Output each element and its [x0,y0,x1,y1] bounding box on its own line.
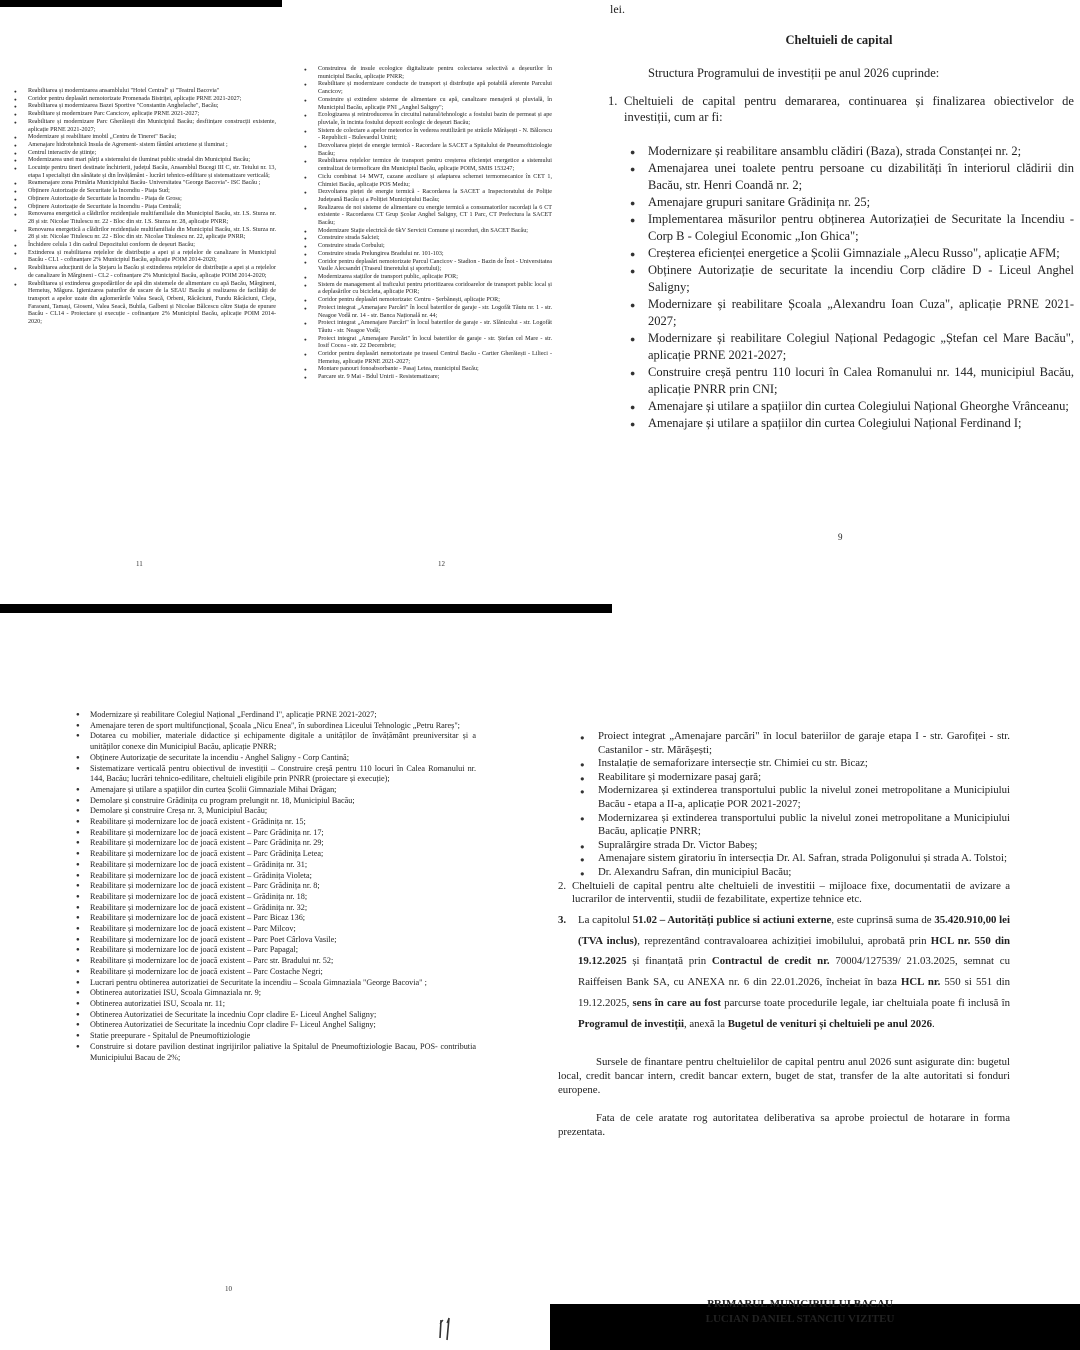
list-item: ● Amenajare și utilare a spațiilor din curtea Școlii Gimnaziale Mihai Drăgan; [76,785,476,796]
list-item: ● Amenajare și utilare a spațiilor din curtea Colegiului Național Gheorghe Vrânceanu; [622,398,1074,415]
list-item: ● Proiect integrat „Amenajare Parcări" în locul bateriilor de garaje - str. Slănicului - str. Logofăt Tăutu - str. Neagoe Vodă; [304,320,552,335]
list-item: ● Reabilitarea și modernizarea ansamblului "Hotel Central" și "Teatrul Bacovia" [14,88,276,96]
separator-bar-bottom [550,1304,1080,1350]
list-item: ● Modernizare și reabilitare Colegiul Național Pedagogic „Ștefan cel Mare Bacău", aplicație PRNE 2021-2027; [622,330,1074,364]
list-item: ● Montare panouri fonoabsorbante - Pasaj Letea, municipiul Bacău; [304,366,552,374]
list-item: ● Reabilitarea și modernizarea Bazei Sportive "Constantin Anghelache", Bacău; [14,103,276,111]
page-11-bullet-list [14,88,276,327]
page-title: Cheltuieli de capital [785,33,893,47]
numbered-item-3 [558,910,1010,1035]
separator-bar-top [0,0,282,7]
list-item: ● Reabilitare și modernizare loc de joacă existent – Grădinița nr. 32; [76,903,476,914]
list-item: ● Amenajare și utilare a spațiilor din curtea Colegiului Național Ferdinand I; [622,415,1074,432]
page-9-bullet-list [622,143,1074,432]
list-item: ● Modernizare și reabilitare ansamblu clădiri (Baza), strada Constanței nr. 2; [622,143,1074,160]
list-item: ● Modernizare și reabilitare Colegiul Național „Ferdinand I", aplicație PRNE 2021-2027; [76,710,476,721]
list-item: ● Dotarea cu mobilier, materiale didactice și echipamente digitale a unităților de învățământ preuniversitar și a unităților conexe din Municipiul Bacău, aplicație PNRR; [76,731,476,752]
signature-name: LUCIAN DANIEL STANCIU VIZITEU [705,1313,895,1325]
hcl-reference: HCL nr. 550 din 19.12.2025 [578,934,1010,968]
item-number: 2. [558,879,567,892]
list-item: ● Instalație de semaforizare intersecție str. Chimiei cu str. Bicaz; [572,757,1010,771]
text-run: 70004/127539/ 21.03.2025, semnat cu Raiffeisen Bank SA, cu ANEXA nr. 6 din 22.01.2026, încheiat în baza [578,955,1010,989]
list-item: ● Ciclu combinat 14 MWT, cazane auxiliare și adaptarea schemei termomecanice în CET 1, Chimiei Bacău, aplicație POS Mediu; [304,174,552,189]
list-item: ● Construire strada Prelungirea Bradului nr. 101-103; [304,251,552,259]
page-11-top-left [14,88,276,327]
program-reference: Programul de investiții [578,1017,684,1030]
list-item: ● Construire si dotare pavilion destinat ingrijirilor paliative la Spitalul de Pneumoftiziologie Bacau, POS- contributia Municipiului Bacau de 2%; [76,1042,476,1063]
list-item: ● Coridor pentru deplasări nemotorizate pe traseul Centrul Bacău - Cartier Gherăiești - Lilieci - Hemeiuș, aplicație PRNE 2021-2027; [304,351,552,366]
signature-title: PRIMARUL MUNICIPIULUI BACAU [707,1298,893,1310]
page-11-bottom-right [558,730,1010,1139]
list-item: ● Reabilitarea aducțiunii de la Ștejaru la Bacău și extinderea rețelelor de distribuție a apei și a rețelelor de canalizare în Mărgineni - CL2 - cofinanțare 2% Municipiul Bacău, aplicație POIM 2014-2020; [14,265,276,280]
list-item: ● Reabilitare și modernizare loc de joacă existent – Parc str. Bradului nr. 52; [76,956,476,967]
list-item: ● Coridor pentru deplasări nemotorizate: Centru - Șerbănești, aplicație POR; [304,297,552,305]
numbered-item-2 [558,880,1010,907]
list-item: ● Proiect integrat „Amenajare Parcări" în locul bateriilor de garaje - str. Logofăt Tăutu nr. 1 - str. Neagoe Vodă nr. 14 - str. Banca Națională nr. 44; [304,305,552,320]
list-item: ● Statie preepurare - Spitalul de Pneumoftiziologie [76,1031,476,1042]
list-item: ● Reabilitare și modernizare loc de joacă existent – Parc Grădinița Letea; [76,849,476,860]
page-number: 12 [438,560,445,568]
text-run: , este cuprinsă suma de [831,913,935,926]
list-item: ● Amenajare sistem giratoriu în intersecția Dr. Al. Safran, strada Poligonului și strada A. Tolstoi; [572,852,1010,866]
amount: 35.420.910,00 lei (TVA inclus) [578,913,1010,947]
list-item: ● Obtinerea Autorizatiei de Securitate la incedniu Copr cladire E- Liceul Anghel Saligny; [76,1010,476,1021]
list-item: ● Locuințe pentru tineri destinate închirierii, județul Bacău, Ansamblul Bucegi III C, str. Teiului nr. 13, etapa I specialiști din sănătate și din învățământ - lucrări tehnico-edilitare și sistematizare verticală; [14,165,276,180]
list-item: ● Dezvoltarea pieței de energie termică - Racordare la SACET a Spitalului de Pneumoftiziologie Bacău; [304,143,552,158]
page-10-bottom-left [76,710,476,1063]
list-item: ● Obținere Autorizație de securitate la incendiu - Anghel Saligny - Corp Cantină; [76,753,476,764]
list-item: ● Obtinerea autorizatiei ISU, Scoala nr. 11; [76,999,476,1010]
list-item: ● Renovarea energetică a clădirilor rezidențiale multifamiliale din Municipiul Bacău, str. I.S. Sturza nr. 28 și str. Nicolae Titulescu nr. 22 - Bloc din str. Nicolae Titulescu nr. 22, aplicație PNRR; [14,227,276,242]
list-item: ● Reabilitare și modernizare loc de joacă existent – Grădinița Violeta; [76,871,476,882]
list-item: ● Construire creșă pentru 110 locuri în Calea Romanului nr. 144, municipiul Bacău, aplicație PNRR prin CNI; [622,364,1074,398]
list-item: ● Amenajare teren de sport multifuncțional, Școala „Nicu Enea", în subordinea Liceului Tehnologic „Petru Rareș"; [76,721,476,732]
item-text [578,910,1010,1035]
list-item: ● Coridor pentru deplasări nemotorizate Parcul Cancicov - Stadion - Bazin de Înot - Universitatea Vasile Alecsandri (Traseul tineretului și sportului); [304,259,552,274]
list-item: ● Reabilitare și modernizare loc de joacă existent – Parc Grădinița nr. 17; [76,828,476,839]
item-text: Cheltuieli de capital pentru alte cheltuieli de investitii – mijloace fixe, documentatii de avizare a lucrarilor de interventii, studii de fezabilitate, expertize tehnice etc. [572,879,1010,906]
list-item: ● Implementarea măsurilor pentru obținerea Autorizației de Securitate la Incendiu - Corp B - Colegiul Economic „Ion Ghica"; [622,211,1074,245]
list-item: ● Extinderea și reabilitarea rețelelor de distribuție a apei și a rețelelor de canalizare în Municipiul Bacău - CL1 - cofinanțare 2% Municipiul Bacău, aplicație POIM 2014-2020; [14,250,276,265]
list-item: ● Construire și extindere sisteme de alimentare cu apă, canalizare menajeră și pluvială, în Municipiul Bacău, aplicație PNI „Anghel Saligny"; [304,97,552,112]
list-item: ● Demolare și construire Creșa nr. 3, Municipiul Bacău; [76,806,476,817]
list-item: ● Obținere Autorizație de Securitate la Incendiu - Piața de Gross; [14,196,276,204]
list-item: ● Reabilitare și modernizare loc de joacă existent – Parc Grădinița nr. 29; [76,838,476,849]
text-run: parcurse toate procedurile legale, iar cheltuiala poate fi inclusă în [721,996,1010,1009]
text-run: . [932,1017,935,1030]
list-item: ● Reamenajare zona Primăria Municipiului Bacău- Universitatea "George Bacovia"- ISC Bacău ; [14,180,276,188]
contract-reference: Contractul de credit nr. [711,955,830,968]
list-item: ● Închidere celula 1 din cadrul Depozitului conform de deșeuri Bacău; [14,242,276,250]
text-run: La capitolul [578,913,633,926]
page-11-bullet-list [572,730,1010,880]
list-item: ● Lucrari pentru obtinerea autorizatiei de Securitate la incendiu – Scoala Gimnaziala "George Bacovia" ; [76,978,476,989]
list-item: ● Supralărgire strada Dr. Victor Babeș; [572,839,1010,853]
list-item: ● Reabilitare și modernizare loc de joacă existent – Parc Costache Negri; [76,967,476,978]
list-item: ● Reabilitare și modernizare conducte de transport și distribuție apă potabilă aferente Parcului Cancicov; [304,81,552,96]
list-item: ● Proiect integrat „Amenajare Parcări" în locul bateriilor de garaje - str. Ștefan cel Mare - str. Iosif Cocea - str. 22 Decembrie; [304,336,552,351]
page-10-bullet-list [76,710,476,1063]
item-number: 3. [558,913,567,926]
list-item: ● Modernizarea și extinderea transportului public la nivelul zonei metropolitane a Municipiului Bacău - etapa a II-a, aplicație POR 2021-2027; [572,784,1010,811]
chapter-code: 51.02 – Autorități publice si actiuni externe [632,913,832,926]
page-12-top-middle [304,66,552,382]
list-item: ● Reabilitare și modernizare loc de joacă existent – Parc Grădinița nr. 8; [76,881,476,892]
list-item: ● Proiect integrat „Amenajare parcări" în locul bateriilor de garaje etapa I - str. Garofiței - str. Castanilor - str. Mărășești; [572,730,1010,757]
budget-reference: Bugetul de venituri și cheltuieli pe anul 2026 [727,1017,932,1030]
item-text: Cheltuieli de capital pentru demararea, continuarea și finalizarea obiectivelor de investiții, cum ar fi: [624,94,1074,124]
list-item: ● Modernizare și reabilitare Școala „Alexandru Ioan Cuza", aplicație PRNE 2021-2027; [622,296,1074,330]
list-item: ● Reabilitare și modernizare loc de joacă existent – Grădinița nr. 31; [76,860,476,871]
list-item: ● Sistematizare verticală pentru obiectivul de investiții – Construire creșă pentru 110 locuri în Calea Romanului nr. 144, Bacău; lucrări tehnico-edilitare, cheltuieli eligibile prin PNRR (proiectare și execuție); [76,764,476,785]
emphasis: sens în care au fost [632,996,722,1009]
list-item: ● Dezvoltarea pieței de energie termică - Racordarea la SACET a Inspectoratului de Poliție Județeană Bacău și a Poliției Municipiului Bacău; [304,189,552,204]
page-12-bullet-list [304,66,552,382]
handwritten-mark-icon [437,1316,455,1342]
closing-paragraph: Fata de cele aratate rog autoritatea deliberativa sa aprobe proiectul de hotarare in forma prezentata. [558,1111,1010,1138]
page-number: 11 [136,560,143,568]
text-run: și finanțată prin [626,955,712,968]
list-item: ● Creșterea eficienței energetice a Școlii Gimnaziale „Alecu Russo", aplicație AFM; [622,245,1074,262]
list-item: ● Dr. Alexandru Safran, din municipiul Bacău; [572,866,1010,880]
list-item: ● Renovarea energetică a clădirilor rezidențiale multifamiliale din Municipiul Bacău, str. I.S. Sturza nr. 28 și str. Nicolae Titulescu nr. 22 - Bloc din str. I.S. Sturza nr. 28, aplicație PNRR; [14,211,276,226]
item-number: 1. [608,94,618,108]
text-run: , anexă la [683,1017,728,1030]
list-item: ● Obținere Autorizație de securitate la incendiu Corp clădire D - Liceul Anghel Saligny; [622,262,1074,296]
list-item: ● Parcare str. 9 Mai - Bdul Unirii - Resistematizare; [304,374,552,382]
list-item: ● Amenajarea unei toalete pentru persoane cu dizabilități în interiorul clădirii din Bacău, str. Henri Coandă nr. 2; [622,160,1074,194]
page-number: 9 [838,532,843,542]
list-item: ● Modernizarea și extinderea transportului public la nivelul zonei metropolitane a Municipiului Bacău, aplicație PNRR; [572,812,1010,839]
list-item: ● Reabilitare și modernizare Parc Gherăiești din Municipiul Bacău; desființare construcții existente, aplicație PRNE 2021-2027; [14,119,276,134]
list-item: ● Construirea de insule ecologice digitalizate pentru colectarea selectivă a deșeurilor în municipiul Bacău, aplicație PNRR; [304,66,552,81]
list-item: ● Reabilitare și modernizare pasaj gară; [572,771,1010,785]
separator-bar-middle [0,604,612,613]
numbered-item-1 [608,93,1074,125]
list-item: ● Reabilitare și modernizare loc de joacă existent – Parc Bicaz 136; [76,913,476,924]
list-item: ● Sistem de management al traficului pentru prioritizarea coridoarelor de transport public local și a deplasărilor cu bicicleta, aplicație POR; [304,282,552,297]
list-item: ● Demolare și construire Grădinița cu program prelungit nr. 18, Municipiul Bacău; [76,796,476,807]
list-item: ● Realizarea de noi sisteme de alimentare cu energie termică a consumatorilor racordați la 6 CT existente - Racordarea CT Grup Școlar Anghel Saligny, CT 1 Parc, CT Prefectura la SACET Bacău; [304,205,552,228]
list-item: ● Centrul interactiv de științe; [14,150,276,158]
financing-sources-paragraph: Sursele de finantare pentru cheltuielilor de capital pentru anul 2026 sunt asigurate din: bugetul local, credit bancar intern, credit bancar extern, buget de stat, transfer de la alte autoritati si fonduri europene. [558,1055,1010,1096]
list-item: ● Ecologizarea și reintroducerea în circuitul natural/tehnologic a fostului bazin de permeat și ape pluviale, în incinta fostului depozit ecologic de deșeuri Bacău; [304,112,552,127]
list-item: ● Obtinerea Autorizatiei de Securitate la incedniu Copr cladire F- Liceul Anghel Saligny; [76,1020,476,1031]
list-item: ● Sistem de colectare a apelor meteorice în vederea reutilizării pe străzile Mărășești - N. Bălcescu - Republicii - Bulevardul Unirii; [304,128,552,143]
list-item: ● Reabilitare și modernizare loc de joacă existent – Parc Milcov; [76,924,476,935]
list-item: ● Modernizarea stațiilor de transport public, aplicație POR; [304,274,552,282]
list-item: ● Amenajare grupuri sanitare Grădinița nr. 25; [622,194,1074,211]
list-item: ● Reabilitare și modernizare Parc Cancicov, aplicație PRNE 2021-2027; [14,111,276,119]
page-number: 10 [225,1285,232,1293]
list-item: ● Construire strada Corbului; [304,243,552,251]
list-item: ● Obtinerea autorizatiei ISU, Scoala Gimnaziala nr. 9; [76,988,476,999]
list-item: ● Obținere Autorizație de Securitate la Incendiu - Piața Sud; [14,188,276,196]
list-item: ● Coridor pentru deplasări nemotorizate Promenada Bistriței, aplicație PRNE 2021-2027; [14,96,276,104]
hcl-reference: HCL nr. [900,976,941,989]
intro-text: Structura Programului de investiții pe anul 2026 cuprinde: [648,66,940,80]
list-item: ● Reabilitarea și extinderea gospodăriilor de apă din sistemele de alimentare cu apă Bacău, Mărgineni, Hemeiuș, Măgura. Igienizarea paturilor de uscare de la SEAU Bacău și realizarea de facilități de transport a apelor uzate din aglomerările Valea Seacă, Orbeni, Răcăciuni, Fundu Răcăciuni, Cleja, Faraoani, Tamași, Gioseni, Valea Seacă, Buhila, Galbeni și Nicolae Bălcescu către Stația de epurare Bacău - CL14 - Proiectare și execuție - cofinanțare 2% Municipiul Bacău, aplicație POIM 2014-2020; [14,281,276,327]
list-item: ● Obținere Autorizație de Securitate la Incendiu - Piața Centrală; [14,204,276,212]
list-item: ● Amenajare hidrotehnică Insula de Agrement- sistem fântâni arteziene și iluminat ; [14,142,276,150]
text-run: 550 si 551 din 19.12.2025, [578,976,1010,1009]
list-item: ● Reabilitarea rețelelor termice de transport pentru creșterea eficienței energetice a sistemului centralizat de termoficare din Municipiul Bacău, aplicație POIM, SMIS 153247; [304,158,552,173]
list-item: ● Reabilitare și modernizare loc de joacă existent - Grădinița nr. 15; [76,817,476,828]
list-item: ● Modernizare Stație electrică de 6kV Servicii Comune și racorduri, din SACET Bacău; [304,228,552,236]
list-item: ● Modernizarea unei mari părți a sistemului de iluminat public stradal din Municipiul Bacău; [14,157,276,165]
list-item: ● Reabilitare și modernizare loc de joacă existent – Parc Papagal; [76,945,476,956]
list-item: ● Reabilitare și modernizare loc de joacă existent – Grădinița nr. 18; [76,892,476,903]
text-run: , reprezentând contravaloarea achiziției imobilului, aprobată prin [637,934,931,947]
list-item: ● Reabilitare și modernizare loc de joacă existent – Parc Poet Cârlova Vasile; [76,935,476,946]
list-item: ● Construire strada Salciei; [304,235,552,243]
list-item: ● Modernizare și reabilitare imobil „Centru de Tineret" Bacău; [14,134,276,142]
previous-page-tail: lei. [610,2,625,16]
handwritten-page-number [437,1316,455,1347]
